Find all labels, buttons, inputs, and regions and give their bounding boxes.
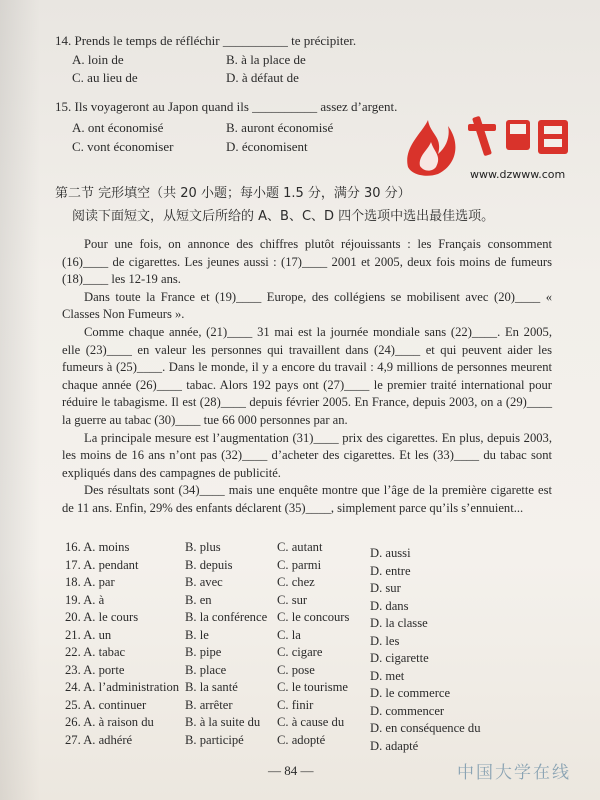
section-title: 第二节 完形填空（共 20 小题；每小题 1.5 分，满分 30 分） — [55, 186, 411, 201]
choice-d: D. les — [370, 633, 400, 648]
choice-row — [65, 593, 535, 611]
choice-c: C. sur — [277, 592, 308, 607]
question-14: 14. Prends le temps de réfléchir __________ te précipiter. — [55, 33, 357, 48]
page-shadow — [0, 0, 40, 800]
choice-b: B. la conférence — [185, 610, 268, 624]
choice-row — [65, 610, 535, 628]
choice-row — [65, 628, 535, 646]
choice-row — [65, 733, 535, 751]
choice-a: 19. A. à — [65, 592, 105, 607]
choice-d: D. sur — [370, 581, 401, 595]
choice-c: C. pose — [277, 662, 315, 677]
cloze-passage — [62, 236, 552, 518]
choice-c: C. parmi — [277, 557, 322, 572]
q15-option-b: B. auront économisé — [226, 120, 334, 135]
choice-c: C. adopté — [277, 732, 326, 747]
choice-c: C. le tourisme — [277, 680, 349, 694]
choice-c: C. cigare — [277, 645, 323, 659]
q14-option-a: A. loin de — [72, 52, 124, 67]
choice-a: 16. A. moins — [65, 540, 130, 554]
choice-row — [65, 558, 535, 576]
page-number: — 84 — — [268, 763, 314, 778]
q14-option-b: B. à la place de — [226, 52, 306, 67]
q15-option-c: C. vont économiser — [72, 139, 174, 154]
watermark-bottom-text: 中国大学在线 — [457, 763, 571, 783]
choice-row — [65, 575, 535, 593]
choice-d: D. cigarette — [370, 651, 429, 665]
choice-b: B. pipe — [185, 645, 222, 659]
choice-d: D. le commerce — [370, 686, 451, 700]
choice-a: 20. A. le cours — [65, 610, 139, 624]
q14-option-c: C. au lieu de — [72, 70, 138, 85]
choice-d: D. dans — [370, 598, 409, 613]
choice-b: B. en — [185, 592, 212, 607]
choice-row — [65, 698, 535, 716]
choice-d: D. en conséquence du — [370, 721, 481, 735]
choice-d: D. commencer — [370, 703, 445, 718]
choice-d: D. adapté — [370, 738, 419, 753]
logo-characters — [468, 116, 568, 157]
choice-a: 22. A. tabac — [65, 645, 126, 659]
choice-b: B. à la suite du — [185, 715, 261, 729]
choice-row — [65, 645, 535, 663]
choice-b: B. place — [185, 662, 227, 677]
choice-d: D. la classe — [370, 616, 428, 630]
choice-d: D. met — [370, 668, 405, 683]
q15-option-d: D. économisent — [226, 139, 308, 154]
choice-b: B. depuis — [185, 557, 233, 572]
passage-paragraph-3: Comme chaque année, (21)____ 31 mai est la journée mondiale sans (22)____. En 2005, elle (23)____ en valeur les personnes qui travaillent dans (24)____ et qui peuvent aider les fumeurs à (25)____. Dans le monde, il y a encore du travail : 4,9 millions de personnes meurent chaque année (26)____ tabac. Alors 192 pays ont (27)____ le premier traité international pour réduire le tabagisme. Il est (28)____ depuis février 2005. En France, depuis 2003, on a (29)____ la guerre au tabac (30)____ tue 66 000 personnes par an. — [62, 324, 552, 427]
choice-a: 26. A. à raison du — [65, 715, 154, 729]
choice-row — [65, 680, 535, 698]
question-15: 15. Ils voyageront au Japon quand ils __________ assez d’argent. — [55, 99, 398, 114]
choice-b: B. arrêter — [185, 697, 233, 712]
watermark-url: www.dzwww.com — [470, 168, 566, 181]
passage-paragraph-2: Dans toute la France et (19)____ Europe, des collégiens se mobilisent avec (20)____ « Classes Non Fumeurs ». — [62, 289, 552, 322]
choice-c: C. autant — [277, 540, 323, 554]
choice-b: B. le — [185, 627, 209, 642]
choice-a: 17. A. pendant — [65, 557, 139, 572]
choice-d: D. entre — [370, 563, 411, 578]
choice-b: B. plus — [185, 540, 221, 554]
passage-paragraph-4: La principale mesure est l’augmentation (31)____ prix des cigarettes. En plus, depuis 2003, les moins de 16 ans n’ont pas (32)____ d’acheter des cigarettes. Et les (33)____ du tabac sont expliqués dans des campagnes de publicité. — [62, 430, 552, 480]
choice-a: 24. A. l’administration — [65, 680, 180, 694]
choice-a: 25. A. continuer — [65, 697, 147, 712]
choice-b: B. la santé — [185, 680, 238, 694]
q15-option-a: A. ont économisé — [72, 120, 164, 135]
passage-paragraph-1: Pour une fois, on annonce des chiffres plutôt réjouissants : les Français consomment (16)____ de cigarettes. Les jeunes aussi : (17)____ 2001 et 2005, deux fois moins de fumeurs (18)____ les 12-19 ans. — [62, 237, 552, 287]
flame-icon — [407, 120, 455, 176]
choice-a: 23. A. porte — [65, 662, 125, 677]
choice-c: C. chez — [277, 575, 315, 589]
choice-c: C. finir — [277, 697, 314, 712]
choice-row — [65, 715, 535, 733]
choice-c: C. la — [277, 627, 301, 642]
passage-paragraph-5: Des résultats sont (34)____ mais une enquête montre que l’âge de la première cigarette est de 11 ans. Enfin, 29% des enfants déclarent (35)____, simplement parce qu’ils s’ennuient... — [62, 483, 552, 515]
choice-b: B. avec — [185, 575, 223, 589]
choice-d: D. aussi — [370, 546, 411, 560]
choice-row — [65, 540, 535, 558]
q14-option-d: D. à défaut de — [226, 70, 299, 85]
choice-c: C. à cause du — [277, 715, 345, 729]
choice-a: 18. A. par — [65, 575, 115, 589]
choice-a: 21. A. un — [65, 627, 112, 642]
choice-row — [65, 663, 535, 681]
choice-a: 27. A. adhéré — [65, 732, 133, 747]
section-instruction: 阅读下面短文，从短文后所给的 A、B、C、D 四个选项中选出最佳选项。 — [72, 209, 495, 224]
answer-choices — [65, 540, 535, 753]
choice-c: C. le concours — [277, 610, 350, 624]
choice-b: B. participé — [185, 732, 244, 747]
